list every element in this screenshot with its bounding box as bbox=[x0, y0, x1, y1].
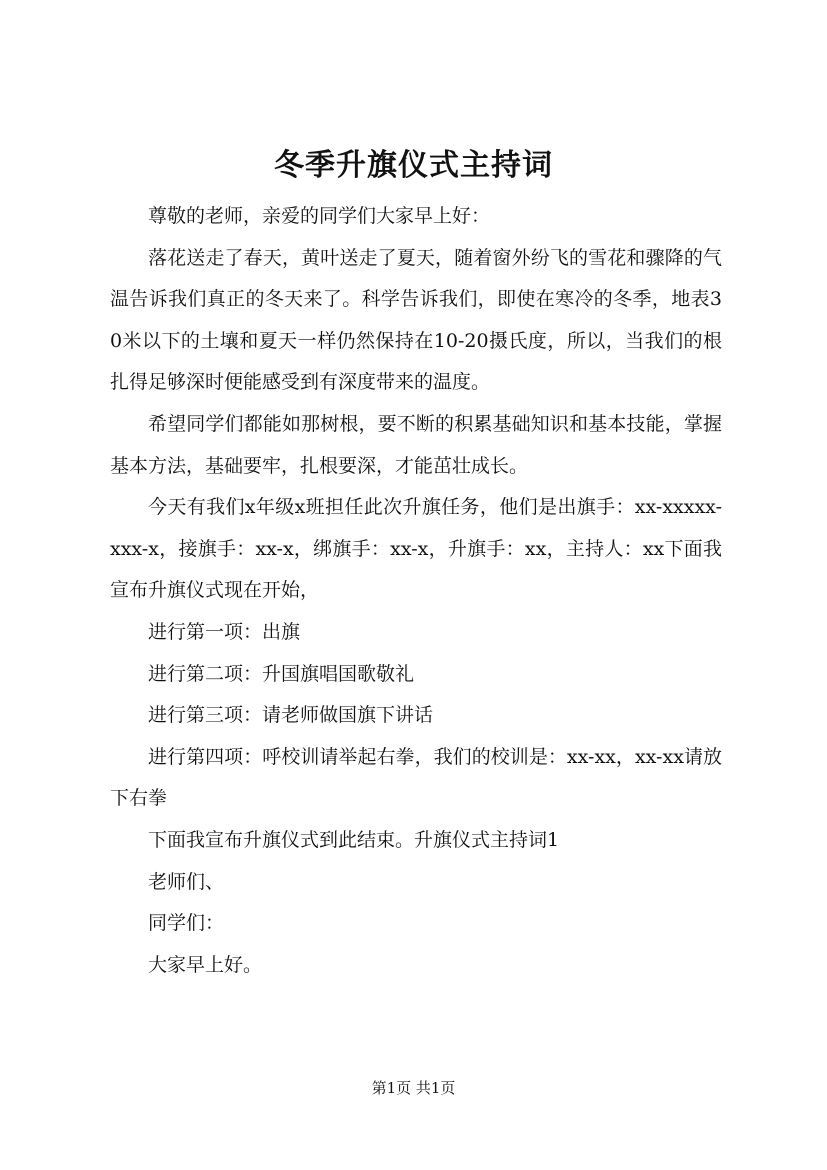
paragraph-step-one: 进行第一项：出旗 bbox=[148, 620, 301, 643]
paragraph-greeting: 尊敬的老师，亲爱的同学们大家早上好： bbox=[148, 205, 491, 227]
document-body bbox=[110, 196, 722, 986]
page-footer: 第1页 共1页 bbox=[371, 1079, 456, 1097]
paragraph-closing: 下面我宣布升旗仪式到此结束。升旗仪式主持词1 bbox=[148, 828, 560, 851]
paragraph-step-three: 进行第三项：请老师做国旗下讲话 bbox=[148, 704, 434, 727]
paragraph-good-morning: 大家早上好。 bbox=[148, 953, 263, 976]
paragraph-step-four: 进行第四项：呼校训请举起右拳，我们的校训是：xx-xx，xx-xx请放下右拳 bbox=[110, 745, 722, 810]
paragraph-winter-intro: 落花送走了春天，黄叶送走了夏天，随着窗外纷飞的雪花和骤降的气温告诉我们真正的冬天来了。科学告诉我们，即使在寒冷的冬季，地表30米以下的土壤和夏天一样仍然保持在10-20摄氏度，所以，当我们的根扎得足够深时便能感受到有深度带来的温度。 bbox=[110, 246, 722, 394]
paragraph-teachers: 老师们、 bbox=[148, 870, 225, 893]
document-title: 冬季升旗仪式主持词 bbox=[274, 148, 553, 183]
paragraph-students: 同学们： bbox=[148, 912, 225, 935]
paragraph-step-two: 进行第二项：升国旗唱国歌敬礼 bbox=[148, 662, 415, 685]
paragraph-hope: 希望同学们都能如那树根，要不断的积累基础知识和基本技能，掌握基本方法，基础要牢，扎根要深，才能茁壮成长。 bbox=[110, 412, 722, 477]
paragraph-flag-team: 今天有我们x年级x班担任此次升旗任务，他们是出旗手：xx-xxxxx-xxx-x，接旗手：xx-x，绑旗手：xx-x，升旗手：xx，主持人：xx下面我宣布升旗仪式现在开始， bbox=[110, 496, 722, 602]
